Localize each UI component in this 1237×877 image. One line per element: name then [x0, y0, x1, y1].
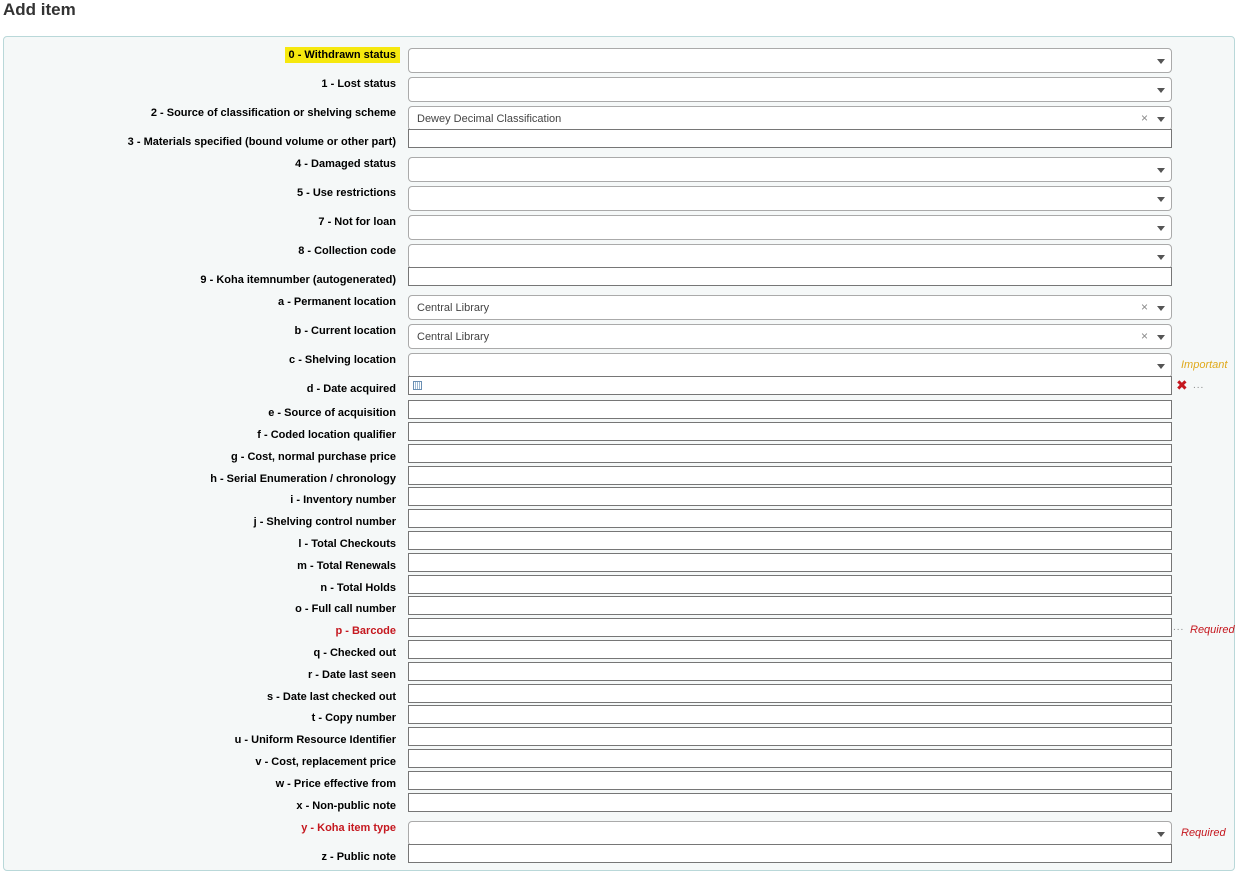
field-barcode-plugin-link[interactable]: ...: [1173, 622, 1185, 633]
field-withdrawn-status-label: 0 - Withdrawn status: [285, 47, 400, 63]
field-coded-location-qualifier-label: f - Coded location qualifier: [257, 429, 396, 441]
field-date-last-seen-input[interactable]: [408, 662, 1172, 681]
chevron-down-icon[interactable]: [1157, 306, 1165, 311]
field-copy-number-label: t - Copy number: [311, 712, 396, 724]
field-koha-item-type-required-note: Required: [1181, 827, 1226, 839]
field-shelving-location-select[interactable]: [408, 353, 1172, 378]
field-collection-code-label: 8 - Collection code: [298, 245, 396, 257]
field-barcode-label: p - Barcode: [335, 625, 396, 637]
field-date-last-seen-label: r - Date last seen: [307, 669, 396, 681]
field-checked-out-label: q - Checked out: [313, 647, 396, 659]
field-barcode-input[interactable]: [408, 618, 1172, 637]
field-lost-status-label: 1 - Lost status: [321, 78, 396, 90]
field-checked-out-input[interactable]: [408, 640, 1172, 659]
chevron-down-icon[interactable]: [1157, 832, 1165, 837]
clear-date-icon[interactable]: ✖: [1176, 377, 1188, 393]
field-total-renewals-label: m - Total Renewals: [297, 560, 396, 572]
field-total-checkouts-input[interactable]: [408, 531, 1172, 550]
field-date-acquired-plugin-link[interactable]: ...: [1193, 380, 1205, 391]
clear-selection-icon[interactable]: ×: [1140, 329, 1148, 343]
field-current-location-select[interactable]: [408, 324, 1172, 349]
field-inventory-number-input[interactable]: [408, 487, 1172, 506]
calendar-icon[interactable]: [413, 381, 422, 390]
field-price-effective-from-label: w - Price effective from: [275, 778, 396, 790]
field-serial-enumeration-chronology-input[interactable]: [408, 466, 1172, 485]
field-permanent-location-label: a - Permanent location: [278, 296, 396, 308]
field-copy-number-input[interactable]: [408, 705, 1172, 724]
field-coded-location-qualifier-input[interactable]: [408, 422, 1172, 441]
field-shelving-control-number-input[interactable]: [408, 509, 1172, 528]
field-koha-itemnumber-autogenerated-input[interactable]: [408, 267, 1172, 286]
field-use-restrictions-label: 5 - Use restrictions: [296, 187, 396, 199]
field-barcode-required-note: Required: [1190, 624, 1235, 636]
chevron-down-icon[interactable]: [1157, 117, 1165, 122]
field-uniform-resource-identifier-input[interactable]: [408, 727, 1172, 746]
field-materials-specified-bound-volume-or-other-part-input[interactable]: [408, 129, 1172, 148]
field-shelving-location-important-note: Important: [1181, 359, 1228, 371]
field-permanent-location-selected-value: Central Library: [417, 302, 490, 314]
field-source-of-classification-or-shelving-scheme-selected-value: Dewey Decimal Classification: [417, 113, 562, 125]
chevron-down-icon[interactable]: [1157, 88, 1165, 93]
field-cost-replacement-price-input[interactable]: [408, 749, 1172, 768]
field-source-of-acquisition-input[interactable]: [408, 400, 1172, 419]
field-shelving-location-label: c - Shelving location: [289, 354, 396, 366]
clear-selection-icon[interactable]: ×: [1140, 300, 1148, 314]
add-item-form: [3, 36, 1235, 871]
field-koha-itemnumber-autogenerated-label: 9 - Koha itemnumber (autogenerated): [200, 274, 396, 286]
field-total-checkouts-label: l - Total Checkouts: [298, 538, 396, 550]
field-cost-normal-purchase-price-label: g - Cost, normal purchase price: [230, 451, 396, 463]
field-lost-status-select[interactable]: [408, 77, 1172, 102]
field-date-acquired-label: d - Date acquired: [306, 383, 396, 395]
field-date-acquired-input[interactable]: [408, 376, 1172, 395]
chevron-down-icon[interactable]: [1157, 59, 1165, 64]
field-total-holds-label: n - Total Holds: [320, 582, 396, 594]
chevron-down-icon[interactable]: [1157, 335, 1165, 340]
field-total-renewals-input[interactable]: [408, 553, 1172, 572]
field-collection-code-select[interactable]: [408, 244, 1172, 269]
field-serial-enumeration-chronology-label: h - Serial Enumeration / chronology: [210, 473, 396, 485]
chevron-down-icon[interactable]: [1157, 255, 1165, 260]
field-koha-item-type-select[interactable]: [408, 821, 1172, 846]
field-non-public-note-label: x - Non-public note: [296, 800, 396, 812]
field-price-effective-from-input[interactable]: [408, 771, 1172, 790]
field-source-of-acquisition-label: e - Source of acquisition: [268, 407, 396, 419]
field-full-call-number-input[interactable]: [408, 596, 1172, 615]
field-date-last-checked-out-input[interactable]: [408, 684, 1172, 703]
field-not-for-loan-select[interactable]: [408, 215, 1172, 240]
field-non-public-note-input[interactable]: [408, 793, 1172, 812]
field-total-holds-input[interactable]: [408, 575, 1172, 594]
field-date-last-checked-out-label: s - Date last checked out: [267, 691, 396, 703]
field-damaged-status-label: 4 - Damaged status: [295, 158, 396, 170]
field-uniform-resource-identifier-label: u - Uniform Resource Identifier: [234, 734, 396, 746]
field-current-location-selected-value: Central Library: [417, 331, 490, 343]
chevron-down-icon[interactable]: [1157, 168, 1165, 173]
clear-selection-icon[interactable]: ×: [1140, 111, 1148, 125]
field-cost-replacement-price-label: v - Cost, replacement price: [255, 756, 396, 768]
field-source-of-classification-or-shelving-scheme-label: 2 - Source of classification or shelving scheme: [150, 107, 396, 119]
field-source-of-classification-or-shelving-scheme-select[interactable]: [408, 106, 1172, 131]
field-damaged-status-select[interactable]: [408, 157, 1172, 182]
field-inventory-number-label: i - Inventory number: [290, 494, 396, 506]
field-permanent-location-select[interactable]: [408, 295, 1172, 320]
field-not-for-loan-label: 7 - Not for loan: [318, 216, 396, 228]
field-use-restrictions-select[interactable]: [408, 186, 1172, 211]
field-shelving-control-number-label: j - Shelving control number: [253, 516, 396, 528]
chevron-down-icon[interactable]: [1157, 197, 1165, 202]
field-materials-specified-bound-volume-or-other-part-label: 3 - Materials specified (bound volume or other part): [127, 136, 396, 148]
chevron-down-icon[interactable]: [1157, 364, 1165, 369]
field-cost-normal-purchase-price-input[interactable]: [408, 444, 1172, 463]
chevron-down-icon[interactable]: [1157, 226, 1165, 231]
field-current-location-label: b - Current location: [294, 325, 396, 337]
page-title: Add item: [3, 0, 76, 19]
field-public-note-input[interactable]: [408, 844, 1172, 863]
field-public-note-label: z - Public note: [321, 851, 396, 863]
field-full-call-number-label: o - Full call number: [295, 603, 396, 615]
field-koha-item-type-label: y - Koha item type: [301, 822, 396, 834]
field-withdrawn-status-select[interactable]: [408, 48, 1172, 73]
